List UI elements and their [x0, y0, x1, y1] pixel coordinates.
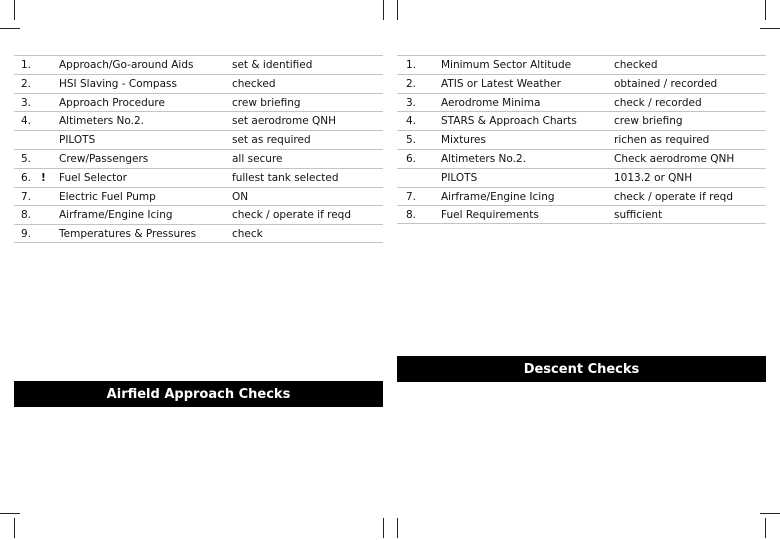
row-number: 7.: [406, 190, 417, 203]
row-number: 2.: [406, 77, 417, 90]
row-value: obtained / recorded: [614, 77, 718, 90]
crop-mark: [383, 518, 384, 538]
crop-mark: [0, 28, 20, 29]
row-value: sufficient: [614, 209, 663, 222]
crop-mark: [14, 0, 15, 20]
row-item: Altimeters No.2.: [59, 115, 144, 128]
row-value: set as required: [232, 134, 311, 147]
row-value: richen as required: [614, 134, 710, 147]
row-value: set aerodrome QNH: [232, 115, 337, 128]
checklist-row: [397, 205, 766, 224]
crop-mark: [765, 518, 766, 538]
row-item: PILOTS: [441, 171, 478, 184]
row-value: check / operate if reqd: [232, 209, 351, 222]
checklist-row: [14, 187, 383, 206]
checklist-row: [14, 55, 383, 74]
row-value: set & identified: [232, 59, 313, 71]
checklist-row: [14, 111, 383, 130]
row-number: 6.: [21, 171, 32, 184]
checklist-row: [397, 149, 766, 168]
row-item: Minimum Sector Altitude: [441, 59, 572, 71]
crop-mark: [760, 513, 780, 514]
row-number: 5.: [21, 152, 32, 165]
card-title: Airfield Approach Checks: [14, 381, 383, 407]
row-value: check / operate if reqd: [614, 190, 733, 203]
checklist-row: [397, 74, 766, 93]
card-title: Descent Checks: [397, 356, 766, 382]
checklist-rows: [14, 55, 383, 243]
warning-mark: !: [41, 171, 46, 184]
row-item: HSI Slaving - Compass: [59, 77, 177, 90]
row-item: Electric Fuel Pump: [59, 190, 156, 203]
row-number: 9.: [21, 228, 32, 241]
row-number: 8.: [406, 209, 417, 222]
checklist-row: [14, 93, 383, 112]
row-value: check / recorded: [614, 96, 702, 109]
checklist-rows: [397, 55, 766, 224]
checklist-row: [14, 168, 383, 187]
row-item: Fuel Selector: [59, 171, 127, 184]
checklist-row: [397, 130, 766, 149]
crop-mark: [760, 28, 780, 29]
checklist-row: [14, 130, 383, 149]
crop-mark: [14, 518, 15, 538]
checklist-row: [397, 187, 766, 206]
checklist-row: [14, 74, 383, 93]
row-item: Fuel Requirements: [441, 209, 539, 222]
row-item: PILOTS: [59, 134, 96, 147]
row-number: 8.: [21, 209, 32, 222]
row-value: crew briefing: [614, 115, 683, 128]
row-number: 4.: [406, 115, 417, 128]
row-item: STARS & Approach Charts: [441, 115, 577, 128]
crop-mark: [397, 518, 398, 538]
row-value: check: [232, 228, 263, 241]
checklist-row: [14, 205, 383, 224]
row-item: Altimeters No.2.: [441, 152, 526, 165]
row-number: 2.: [21, 77, 32, 90]
row-number: 1.: [21, 59, 32, 71]
checklist-row: [397, 168, 766, 187]
row-item: Temperatures & Pressures: [59, 228, 197, 241]
row-item: Approach/Go-around Aids: [59, 59, 194, 71]
row-value: 1013.2 or QNH: [614, 171, 693, 184]
checklist-row: [14, 224, 383, 243]
row-number: 4.: [21, 115, 32, 128]
checklist-row: [397, 111, 766, 130]
row-value: fullest tank selected: [232, 171, 339, 184]
row-number: 7.: [21, 190, 32, 203]
crop-mark: [397, 0, 398, 20]
row-value: ON: [232, 190, 249, 203]
row-value: all secure: [232, 152, 283, 165]
checklist-row: [14, 149, 383, 168]
row-item: ATIS or Latest Weather: [441, 77, 561, 90]
row-item: Aerodrome Minima: [441, 96, 541, 109]
checklist-row: [397, 93, 766, 112]
row-value: checked: [614, 59, 658, 71]
row-number: 6.: [406, 152, 417, 165]
row-number: 3.: [406, 96, 417, 109]
crop-mark: [0, 513, 20, 514]
row-item: Airframe/Engine Icing: [59, 209, 173, 222]
row-item: Airframe/Engine Icing: [441, 190, 555, 203]
checklist-row: [397, 55, 766, 74]
row-value: Check aerodrome QNH: [614, 152, 735, 165]
row-number: 3.: [21, 96, 32, 109]
crop-mark: [383, 0, 384, 20]
row-number: 1.: [406, 59, 417, 71]
crop-mark: [765, 0, 766, 20]
row-value: checked: [232, 77, 276, 90]
row-value: crew briefing: [232, 96, 301, 109]
row-item: Mixtures: [441, 134, 486, 147]
row-number: 5.: [406, 134, 417, 147]
row-item: Approach Procedure: [59, 96, 165, 109]
row-item: Crew/Passengers: [59, 152, 149, 165]
